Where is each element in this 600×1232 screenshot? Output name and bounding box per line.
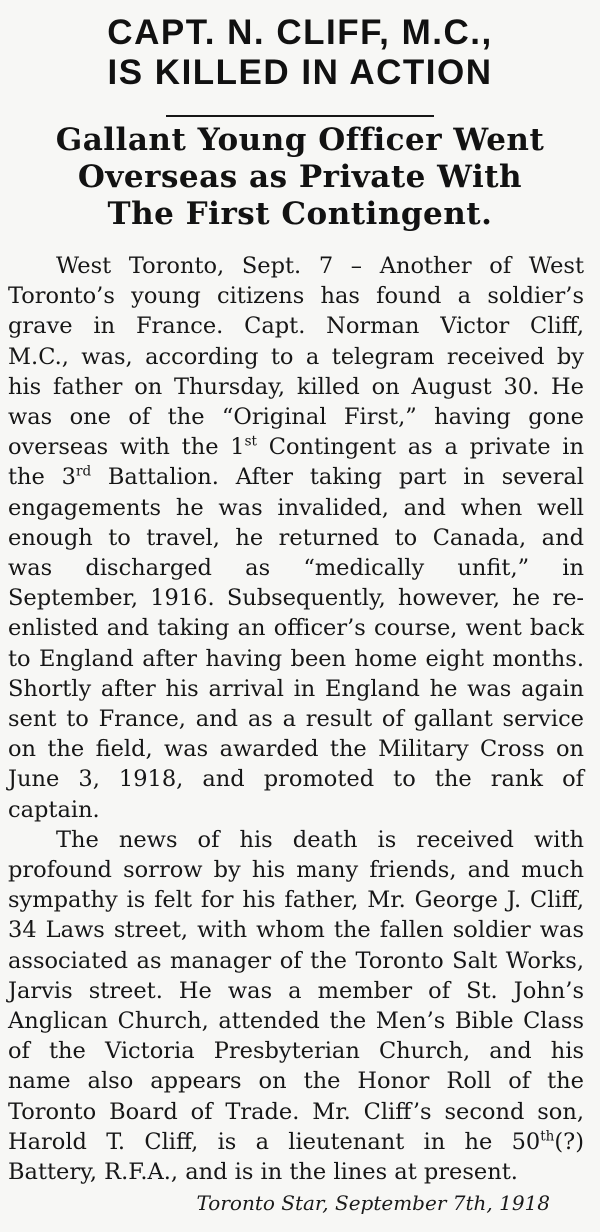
body-line: captain.	[8, 796, 100, 823]
body-line: September, 1916. Subsequently, however, he re-	[8, 585, 584, 612]
body-line: Toronto Board of Trade. Mr. Cliff’s second son,	[8, 1098, 584, 1125]
subhead-line: Overseas as Private With	[77, 159, 523, 195]
headline-line-2: IS KILLED IN ACTION	[107, 53, 493, 92]
body-line: the 3rd Battalion. After taking part in several	[8, 463, 584, 491]
body-line: grave in France. Capt. Norman Victor Cliff,	[8, 313, 584, 340]
body-line: sympathy is felt for his father, Mr. George J. Cliff,	[8, 887, 584, 914]
body-line: Battery, R.F.A., and is in the lines at present.	[8, 1159, 518, 1186]
body-line: was one of the “Original First,” having gone	[8, 404, 584, 431]
body-paragraph	[8, 825, 584, 1187]
body-line: on the field, was awarded the Military Cross on	[8, 736, 584, 763]
body-line: enlisted and taking an officer’s course, went back	[8, 615, 584, 642]
body-line: Toronto’s young citizens has found a soldier’s	[8, 283, 584, 310]
body-line: was discharged as “medically unfit,” in	[8, 555, 584, 582]
body-line: overseas with the 1st Contingent as a private in	[8, 433, 584, 461]
body-line: profound sorrow by his many friends, and much	[8, 857, 584, 884]
body-line: engagements he was invalided, and when well	[8, 494, 584, 521]
body-line: Harold T. Cliff, is a lieutenant in he 50th(?)	[8, 1128, 584, 1155]
body-line: Shortly after his arrival in England he was again	[8, 675, 584, 702]
body-line: name also appears on the Honor Roll of the	[8, 1068, 584, 1095]
body-paragraph	[8, 251, 584, 825]
subhead-line: The First Contingent.	[107, 196, 493, 232]
body-line: M.C., was, according to a telegram received by	[8, 343, 584, 370]
body-line: his father on Thursday, killed on August 30. He	[8, 373, 584, 400]
body-line: Anglican Church, attended the Men’s Bible Class	[8, 1008, 584, 1035]
body-line: June 3, 1918, and promoted to the rank of	[8, 766, 584, 793]
body-line: The news of his death is received with	[56, 826, 584, 853]
subhead-line: Gallant Young Officer Went	[55, 122, 545, 158]
body-line: of the Victoria Presbyterian Church, and his	[8, 1038, 584, 1065]
article-subhead	[0, 122, 600, 233]
body-line: Jarvis street. He was a member of St. John’s	[8, 977, 584, 1004]
body-line: enough to travel, he returned to Canada, and	[8, 524, 584, 551]
body-line: 34 Laws street, with whom the fallen soldier was	[8, 917, 584, 944]
body-line: associated as manager of the Toronto Salt Works,	[8, 947, 584, 974]
divider-rule	[166, 115, 434, 117]
article-headline	[0, 0, 600, 93]
body-line: sent to France, and as a result of gallant service	[8, 706, 584, 733]
body-line: West Toronto, Sept. 7 – Another of West	[56, 253, 584, 279]
headline-line-1: CAPT. N. CLIFF, M.C.,	[107, 13, 493, 52]
article-body	[0, 251, 600, 1187]
source-attribution: Toronto Star, September 7th, 1918	[196, 1191, 550, 1216]
body-line: to England after having been home eight months.	[8, 645, 584, 672]
